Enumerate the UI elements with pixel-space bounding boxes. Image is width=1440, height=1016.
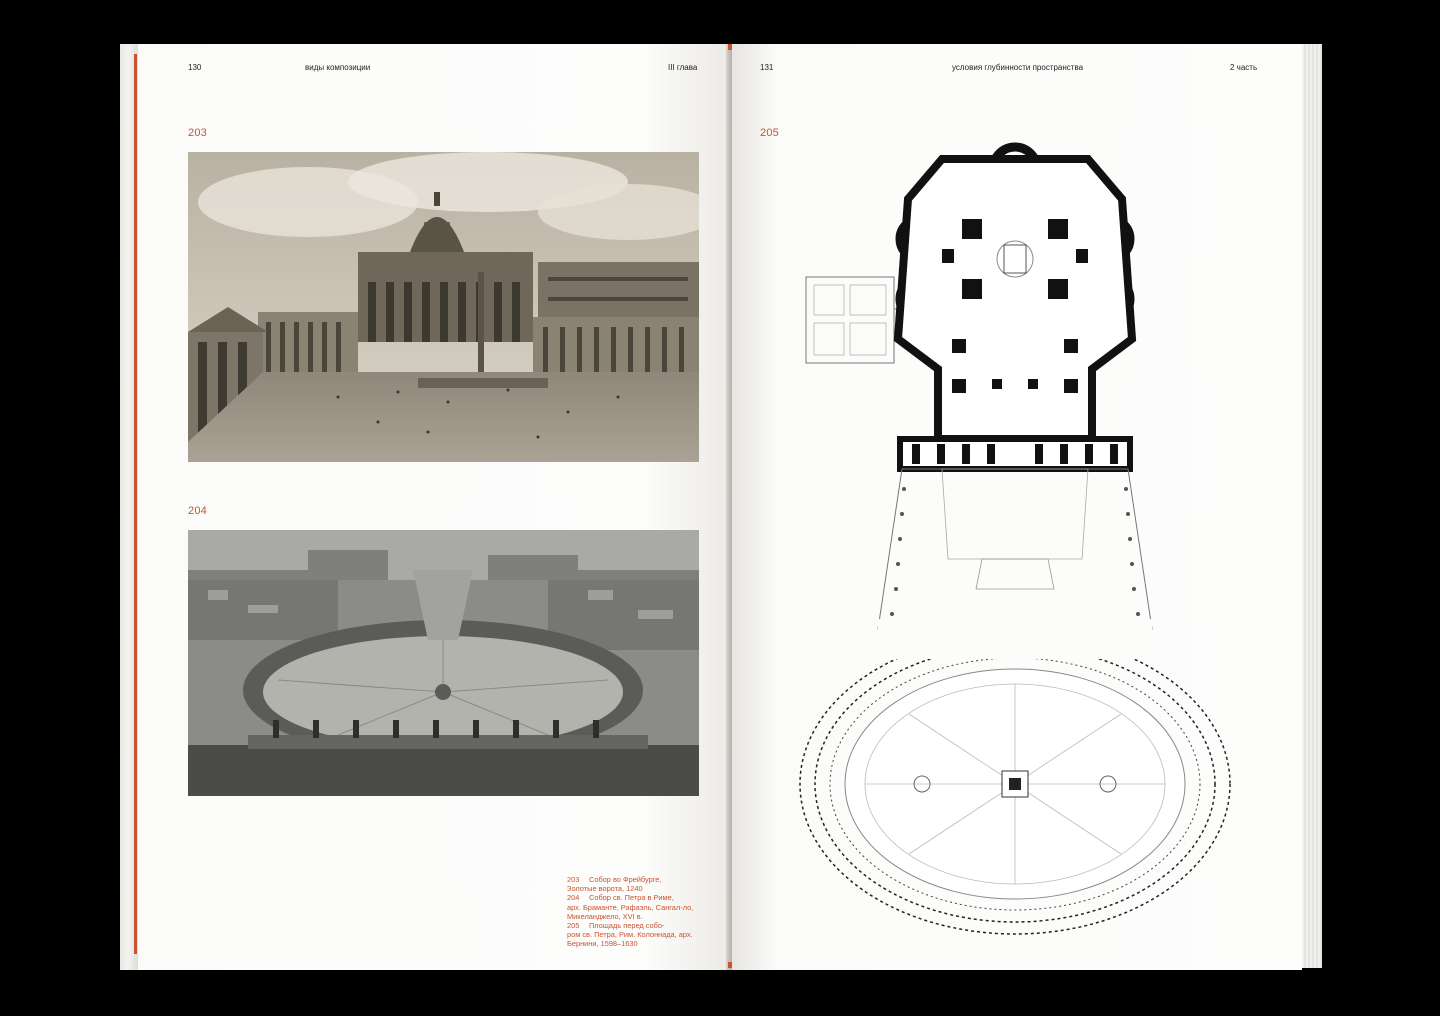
right-page-number: 131 — [760, 63, 774, 72]
bookmark-ribbon — [134, 54, 137, 954]
basilica-plan-drawing — [792, 139, 1232, 949]
right-section-title: условия глубинности пространства — [952, 63, 1084, 72]
left-chapter-label: III глава — [668, 63, 698, 72]
right-page — [732, 44, 1302, 970]
figure-number-205: 205 — [760, 127, 779, 139]
book-edge-left — [120, 44, 140, 970]
st-peters-square-photo — [188, 152, 699, 462]
figure-number-204: 204 — [188, 505, 207, 517]
right-part-label: 2 часть — [1230, 63, 1258, 72]
figure-captions: 203 Собор во Фрейбурге, Золотые ворота, 1240 204 Собор св. Петра в Риме, арх. Браманте, Рафаэль, Сангал-ло, Микеланджело, XVI в. 205 Площадь перед собо- ром св. Петра, Рим. Колоннада, арх. Бернини, 1598–1630 — [567, 875, 707, 949]
figure-205-floor-plan — [792, 139, 1232, 949]
figure-204-photo — [188, 530, 699, 796]
caption-item: 204 Собор св. Петра в Риме, — [567, 893, 674, 903]
caption-item: 203 Собор во Фрейбурге, — [567, 875, 662, 884]
aerial-square-photo — [188, 530, 699, 796]
caption-item: 205 Площадь перед собо- — [567, 921, 665, 931]
left-page-number: 130 — [188, 63, 202, 72]
left-page — [138, 44, 730, 970]
left-section-title: виды композиции — [305, 63, 371, 72]
figure-203-photo — [188, 152, 699, 462]
figure-number-203: 203 — [188, 127, 207, 139]
